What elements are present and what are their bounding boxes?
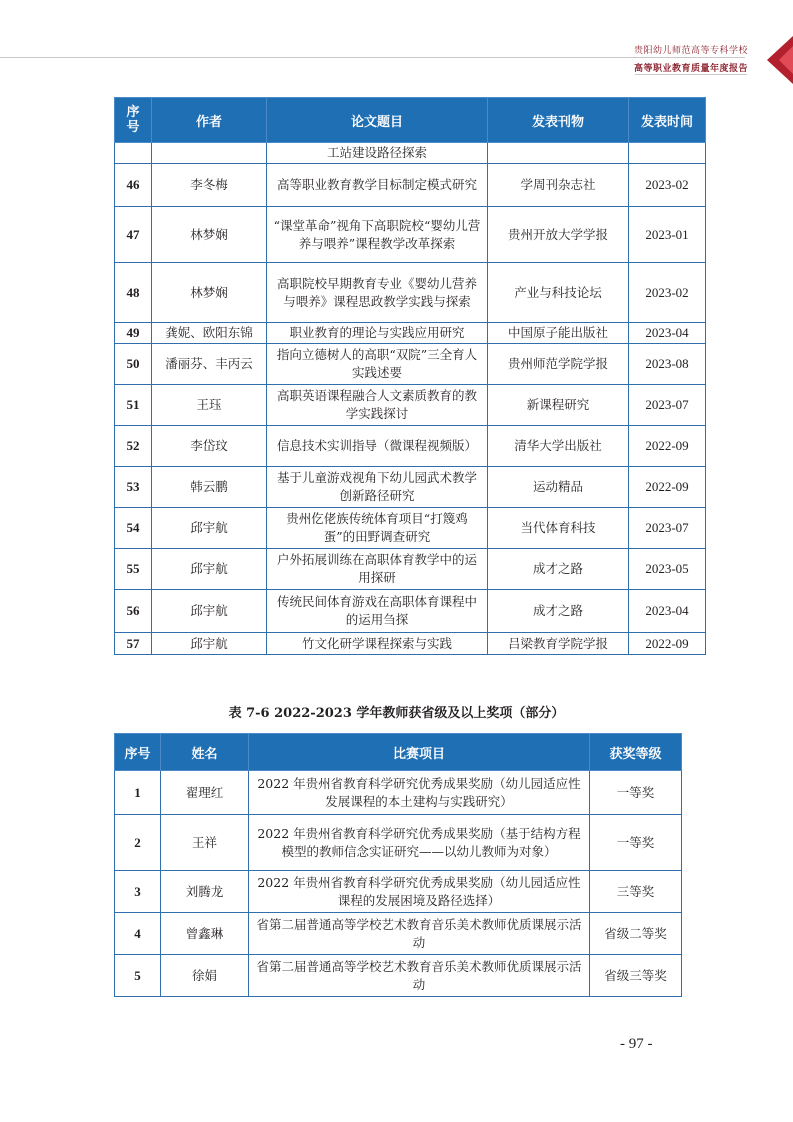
- journal-cell: 新课程研究: [488, 385, 629, 426]
- row-number: 1: [115, 771, 161, 815]
- row-number: 4: [115, 913, 161, 955]
- title-cell: 竹文化研学课程探索与实践: [267, 633, 488, 655]
- author-cell: 邱宇航: [152, 549, 267, 590]
- title-cell: 信息技术实训指导（微课程视频版）: [267, 426, 488, 467]
- name-cell: 曾鑫琳: [161, 913, 249, 955]
- title-cell: 基于儿童游戏视角下幼儿园武术教学创新路径研究: [267, 467, 488, 508]
- date-cell: 2023-01: [629, 207, 706, 263]
- date-cell: 2023-04: [629, 590, 706, 633]
- author-cell: 韩云鹏: [152, 467, 267, 508]
- table-row: [115, 344, 706, 385]
- level-cell: 三等奖: [590, 871, 682, 913]
- date-cell: 2023-04: [629, 323, 706, 344]
- level-cell: 一等奖: [590, 815, 682, 871]
- title-cell: 高等职业教育教学目标制定模式研究: [267, 164, 488, 207]
- header-rule-bottom: [635, 74, 747, 75]
- row-number: 55: [115, 549, 152, 590]
- name-cell: 徐娟: [161, 955, 249, 997]
- table-row: [115, 815, 682, 871]
- item-cell: 2022 年贵州省教育科学研究优秀成果奖励（基于结构方程模型的教师信念实证研究——以幼儿教师为对象）: [249, 815, 590, 871]
- level-cell: 省级三等奖: [590, 955, 682, 997]
- table-row: [115, 508, 706, 549]
- row-number: 54: [115, 508, 152, 549]
- row-number: 5: [115, 955, 161, 997]
- header-report-title: 高等职业教育质量年度报告: [633, 64, 748, 74]
- col-header-item: 比赛项目: [249, 734, 590, 771]
- journal-cell: 成才之路: [488, 590, 629, 633]
- row-number: 2: [115, 815, 161, 871]
- table-row: [115, 549, 706, 590]
- row-number: 3: [115, 871, 161, 913]
- title-cell: 指向立德树人的高职“双院”三全育人实践述要: [267, 344, 488, 385]
- row-number: [115, 143, 152, 164]
- title-cell: 贵州仡佬族传统体育项目“打篾鸡蛋”的田野调查研究: [267, 508, 488, 549]
- table-caption: 表 7-6 2022-2023 学年教师获省级及以上奖项（部分）: [228, 706, 565, 721]
- item-cell: 省第二届普通高等学校艺术教育音乐美术教师优质课展示活动: [249, 955, 590, 997]
- table-row: [115, 263, 706, 323]
- title-cell: 职业教育的理论与实践应用研究: [267, 323, 488, 344]
- item-cell: 2022 年贵州省教育科学研究优秀成果奖励（幼儿园适应性课程的发展困境及路径选择）: [249, 871, 590, 913]
- journal-cell: 产业与科技论坛: [488, 263, 629, 323]
- author-cell: 林梦娴: [152, 263, 267, 323]
- col-header-title: 论文题目: [267, 98, 488, 143]
- journal-cell: 学周刊杂志社: [488, 164, 629, 207]
- date-cell: 2023-05: [629, 549, 706, 590]
- header-logo-icon: [753, 36, 793, 84]
- papers-table: [114, 97, 706, 655]
- table-row: [115, 955, 682, 997]
- col-header-journal: 发表刊物: [488, 98, 629, 143]
- item-cell: 2022 年贵州省教育科学研究优秀成果奖励（幼儿园适应性发展课程的本土建构与实践研究）: [249, 771, 590, 815]
- table-row: [115, 426, 706, 467]
- author-cell: [152, 143, 267, 164]
- table-row: [115, 633, 706, 655]
- title-cell: 高职英语课程融合人文素质教育的教学实践探讨: [267, 385, 488, 426]
- date-cell: 2022-09: [629, 426, 706, 467]
- col-header-no: 序号: [115, 98, 152, 143]
- table-header-row: [115, 734, 682, 771]
- header-rule-top: [0, 57, 745, 58]
- title-cell: “课堂革命”视角下高职院校“婴幼儿营养与喂养”课程教学改革探索: [267, 207, 488, 263]
- table-row: [115, 871, 682, 913]
- col-header-date: 发表时间: [629, 98, 706, 143]
- author-cell: 邱宇航: [152, 508, 267, 549]
- title-cell: 高职院校早期教育专业《婴幼儿营养与喂养》课程思政教学实践与探索: [267, 263, 488, 323]
- item-cell: 省第二届普通高等学校艺术教育音乐美术教师优质课展示活动: [249, 913, 590, 955]
- title-cell: 传统民间体育游戏在高职体育课程中的运用刍探: [267, 590, 488, 633]
- date-cell: 2023-02: [629, 263, 706, 323]
- journal-cell: 运动精品: [488, 467, 629, 508]
- header-school-name: 贵阳幼儿师范高等专科学校: [633, 46, 748, 56]
- row-number: 52: [115, 426, 152, 467]
- col-header-name: 姓名: [161, 734, 249, 771]
- row-number: 46: [115, 164, 152, 207]
- author-cell: 邱宇航: [152, 633, 267, 655]
- table-row: [115, 323, 706, 344]
- table-row: [115, 467, 706, 508]
- date-cell: 2023-08: [629, 344, 706, 385]
- journal-cell: 吕梁教育学院学报: [488, 633, 629, 655]
- table-row: [115, 143, 706, 164]
- col-header-no: 序号: [115, 734, 161, 771]
- table-row: [115, 913, 682, 955]
- row-number: 50: [115, 344, 152, 385]
- col-header-author: 作者: [152, 98, 267, 143]
- awards-table: [114, 733, 682, 997]
- journal-cell: 贵州师范学院学报: [488, 344, 629, 385]
- row-number: 48: [115, 263, 152, 323]
- table-row: [115, 385, 706, 426]
- author-cell: 龚妮、欧阳东锦: [152, 323, 267, 344]
- journal-cell: 贵州开放大学学报: [488, 207, 629, 263]
- author-cell: 潘丽芬、丰丙云: [152, 344, 267, 385]
- name-cell: 刘腾龙: [161, 871, 249, 913]
- table-row: [115, 164, 706, 207]
- author-cell: 李冬梅: [152, 164, 267, 207]
- level-cell: 省级二等奖: [590, 913, 682, 955]
- table-row: [115, 207, 706, 263]
- table-row: [115, 590, 706, 633]
- row-number: 49: [115, 323, 152, 344]
- row-number: 56: [115, 590, 152, 633]
- author-cell: 林梦娴: [152, 207, 267, 263]
- journal-cell: [488, 143, 629, 164]
- journal-cell: 清华大学出版社: [488, 426, 629, 467]
- name-cell: 翟理红: [161, 771, 249, 815]
- date-cell: 2022-09: [629, 467, 706, 508]
- row-number: 57: [115, 633, 152, 655]
- journal-cell: 当代体育科技: [488, 508, 629, 549]
- col-header-level: 获奖等级: [590, 734, 682, 771]
- author-cell: 李岱玟: [152, 426, 267, 467]
- author-cell: 邱宇航: [152, 590, 267, 633]
- title-cell: 户外拓展训练在高职体育教学中的运用探研: [267, 549, 488, 590]
- journal-cell: 中国原子能出版社: [488, 323, 629, 344]
- row-number: 51: [115, 385, 152, 426]
- level-cell: 一等奖: [590, 771, 682, 815]
- date-cell: 2023-07: [629, 508, 706, 549]
- name-cell: 王祥: [161, 815, 249, 871]
- journal-cell: 成才之路: [488, 549, 629, 590]
- date-cell: 2022-09: [629, 633, 706, 655]
- row-number: 53: [115, 467, 152, 508]
- author-cell: 王珏: [152, 385, 267, 426]
- date-cell: 2023-02: [629, 164, 706, 207]
- date-cell: [629, 143, 706, 164]
- date-cell: 2023-07: [629, 385, 706, 426]
- table-row: [115, 771, 682, 815]
- row-number: 47: [115, 207, 152, 263]
- page-number: - 97 -: [620, 1036, 653, 1052]
- title-cell: 工站建设路径探索: [267, 143, 488, 164]
- table-header-row: [115, 98, 706, 143]
